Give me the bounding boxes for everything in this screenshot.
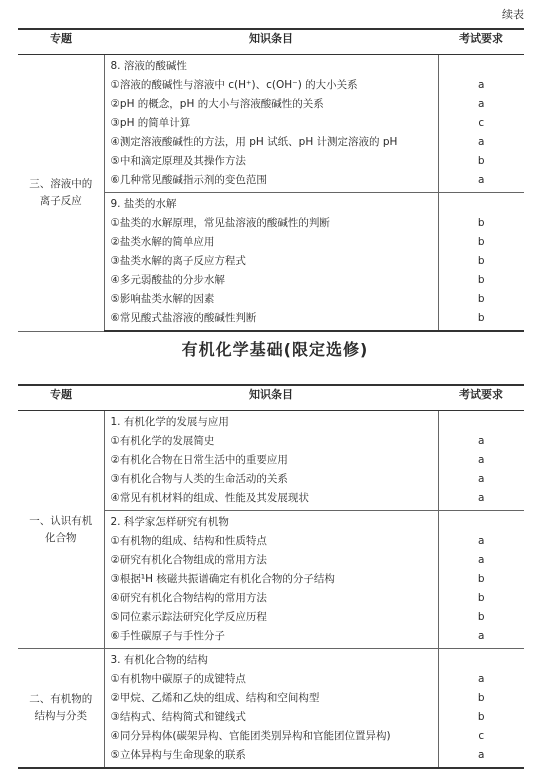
list-item: ①有机化学的发展简史 [110, 435, 215, 447]
level-value: a [478, 473, 485, 485]
topic-cell [18, 649, 104, 769]
header-items: 知识条目 [104, 29, 438, 55]
block-title: 8. 溶液的酸碱性 [110, 60, 187, 72]
table-solution-ions [18, 28, 524, 332]
list-item: ⑤立体异构与生命现象的联系 [110, 749, 246, 761]
table-row [18, 649, 524, 769]
level-value: a [478, 454, 485, 466]
block-title: 2. 科学家怎样研究有机物 [110, 516, 229, 528]
list-item: ①溶液的酸碱性与溶液中 c(H⁺)、c(OH⁻) 的大小关系 [110, 79, 358, 91]
levels-cell [438, 193, 524, 332]
level-value: b [477, 236, 485, 248]
topic-text: 三、溶液中的 离子反应 [29, 177, 93, 207]
header-requirement: 考试要求 [438, 385, 524, 411]
list-item: ③结构式、结构简式和键线式 [110, 711, 246, 723]
list-item: ②研究有机化合物组成的常用方法 [110, 554, 267, 566]
list-item: ①有机物中碳原子的成键特点 [110, 673, 246, 685]
list-item: ②盐类水解的简单应用 [110, 236, 215, 248]
level-value: b [477, 217, 485, 229]
list-item: ④测定溶液酸碱性的方法，用 pH 试纸、pH 计测定溶液的 pH [110, 136, 398, 148]
topic-text: 二、有机物的 结构与分类 [29, 693, 93, 722]
items-cell [104, 411, 438, 511]
level-value: a [478, 492, 485, 504]
table-row [18, 55, 524, 193]
list-item: ⑤影响盐类水解的因素 [110, 293, 215, 305]
topic-text: 一、认识有机 化合物 [29, 514, 93, 544]
list-item: ④研究有机化合物结构的常用方法 [110, 592, 267, 604]
list-item: ③盐类水解的离子反应方程式 [110, 255, 246, 267]
table-row [18, 411, 524, 511]
list-item: ②甲烷、乙烯和乙炔的组成、结构和空间构型 [110, 692, 320, 704]
levels-cell [438, 411, 524, 511]
header-requirement: 考试要求 [438, 29, 524, 55]
list-item: ④常见有机材料的组成、性能及其发展现状 [110, 492, 309, 504]
list-item: ②pH 的概念，pH 的大小与溶液酸碱性的关系 [110, 98, 324, 110]
level-value: a [478, 630, 485, 642]
list-item: ②有机化合物在日常生活中的重要应用 [110, 454, 288, 466]
level-value: a [478, 98, 485, 110]
level-value: b [477, 155, 485, 167]
list-item: ④多元弱酸盐的分步水解 [110, 274, 225, 286]
level-value: a [478, 136, 485, 148]
topic-cell [18, 55, 104, 332]
level-value: b [477, 711, 485, 723]
list-item: ⑥常见酸式盐溶液的酸碱性判断 [110, 312, 257, 324]
block-title: 3. 有机化合物的结构 [110, 654, 208, 666]
level-value: b [477, 274, 485, 286]
section-heading: 有机化学基础(限定选修) [181, 340, 369, 359]
level-value: a [478, 174, 485, 186]
topic-cell [18, 411, 104, 649]
levels-cell [438, 511, 524, 649]
level-value: b [477, 293, 485, 305]
level-value: a [478, 435, 485, 447]
header-items: 知识条目 [104, 385, 438, 411]
level-value: b [477, 573, 485, 585]
list-item: ③根据¹H 核磁共振谱确定有机化合物的分子结构 [110, 573, 335, 585]
level-value: a [478, 749, 485, 761]
level-value: c [478, 117, 485, 129]
level-value: b [477, 592, 485, 604]
list-item: ⑤同位素示踪法研究化学反应历程 [110, 611, 267, 623]
list-item: ⑥几种常见酸碱指示剂的变色范围 [110, 174, 267, 186]
block-title: 9. 盐类的水解 [110, 198, 177, 210]
levels-cell [438, 55, 524, 193]
list-item: ③pH 的简单计算 [110, 117, 191, 129]
table-organic-chemistry [18, 384, 524, 769]
list-item: ⑥手性碳原子与手性分子 [110, 630, 225, 642]
items-cell [104, 649, 438, 769]
level-value: a [478, 535, 485, 547]
list-item: ④同分异构体(碳架异构、官能团类别异构和官能团位置异构) [110, 730, 391, 742]
block-title: 1. 有机化学的发展与应用 [110, 416, 229, 428]
level-value: b [477, 611, 485, 623]
header-topic: 专题 [18, 385, 104, 411]
level-value: a [478, 79, 485, 91]
table-header-row [18, 385, 524, 411]
level-value: a [478, 673, 485, 685]
levels-cell [438, 649, 524, 769]
items-cell [104, 193, 438, 332]
list-item: ③有机化合物与人类的生命活动的关系 [110, 473, 288, 485]
level-value: b [477, 312, 485, 324]
level-value: c [478, 730, 485, 742]
level-value: b [477, 255, 485, 267]
level-value: b [477, 692, 485, 704]
list-item: ⑤中和滴定原理及其操作方法 [110, 155, 246, 167]
level-value: a [478, 554, 485, 566]
table-header-row [18, 29, 524, 55]
continued-label: 续表 [502, 8, 524, 21]
items-cell [104, 55, 438, 193]
header-topic: 专题 [18, 29, 104, 55]
items-cell [104, 511, 438, 649]
list-item: ①有机物的组成、结构和性质特点 [110, 535, 267, 547]
list-item: ①盐类的水解原理，常见盐溶液的酸碱性的判断 [110, 217, 330, 229]
